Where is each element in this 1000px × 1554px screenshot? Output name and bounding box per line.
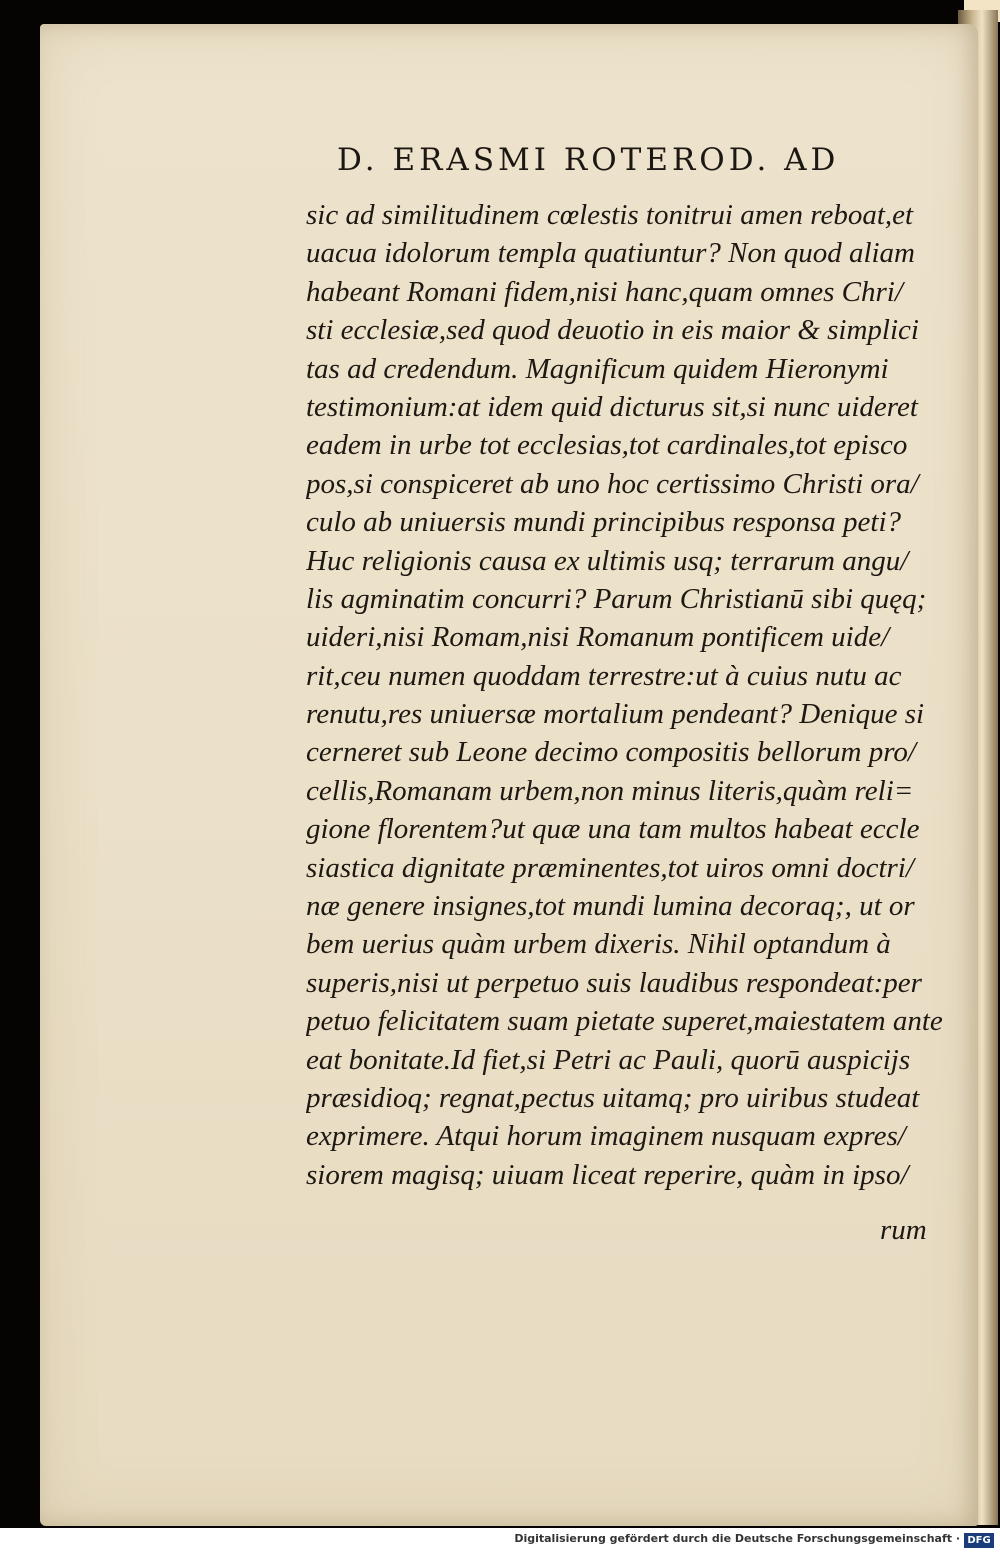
dfg-logo-icon: DFG — [964, 1533, 994, 1548]
text-line: eadem in urbe tot ecclesias,tot cardinales,tot episco — [306, 429, 908, 462]
funding-credit: Digitalisierung gefördert durch die Deutsche Forschungsgemeinschaft · — [514, 1532, 960, 1545]
running-head: D. ERASMI ROTEROD. AD — [337, 142, 840, 178]
text-line: sic ad similitudinem cœlestis tonitrui amen reboat,et — [306, 199, 914, 231]
text-line: rit,ceu numen quoddam terrestre:ut à cuius nutu ac — [306, 659, 902, 692]
body-text — [306, 196, 956, 1194]
text-line: cerneret sub Leone decimo compositis bellorum pro/ — [306, 736, 916, 769]
text-line: bem uerius quàm urbem dixeris. Nihil optandum à — [306, 928, 891, 961]
text-line: habeant Romani fidem,nisi hanc,quam omnes Chri/ — [306, 275, 903, 308]
text-line: superis,nisi ut perpetuo suis laudibus respondeat:per — [306, 966, 922, 999]
text-line: cellis,Romanam urbem,non minus literis,quàm reli= — [306, 774, 914, 807]
text-line: renutu,res uniuersæ mortalium pendeant? Denique si — [306, 698, 925, 731]
text-line: culo ab uniuersis mundi principibus responsa peti? — [306, 506, 902, 539]
text-line: eat bonitate.Id fiet,si Petri ac Pauli, quorū auspicijs — [306, 1043, 911, 1076]
text-line: exprimere. Atqui horum imaginem nusquam expres/ — [306, 1120, 906, 1153]
faint-marginal-note — [69, 174, 268, 195]
catchword: rum — [880, 1214, 927, 1246]
text-line: lis agminatim concurri? Parum Christianū sibi quęq; — [306, 582, 927, 615]
text-line: uideri,nisi Romam,nisi Romanum pontificem uide/ — [306, 621, 890, 654]
text-line: sti ecclesiæ,sed quod deuotio in eis maior & simplici — [306, 314, 919, 347]
text-line: testimonium:at idem quid dicturus sit,si nunc uideret — [306, 390, 918, 423]
book-page — [40, 24, 978, 1526]
text-line: siastica dignitate præminentes,tot uiros omni doctri/ — [306, 851, 914, 884]
footer-bar — [0, 1528, 1000, 1554]
text-line: petuo felicitatem suam pietate superet,maiestatem ante — [306, 1005, 943, 1038]
text-line: uacua idolorum templa quatiuntur? Non quod aliam — [306, 237, 915, 270]
text-line: tas ad credendum. Magnificum quidem Hieronymi — [306, 352, 889, 385]
text-line: Huc religionis causa ex ultimis usq; terrarum angu/ — [306, 544, 909, 577]
text-line: præsidioq; regnat,pectus uitamq; pro uiribus studeat — [306, 1081, 920, 1114]
text-line: siorem magisq; uiuam liceat reperire, quàm in ipso/ — [306, 1158, 909, 1191]
text-line: næ genere insignes,tot mundi lumina decoraq;, ut or — [306, 890, 915, 923]
text-line: pos,si conspiceret ab uno hoc certissimo Christi ora/ — [306, 467, 919, 500]
text-line: gione florentem?ut quæ una tam multos habeat eccle — [306, 813, 920, 846]
